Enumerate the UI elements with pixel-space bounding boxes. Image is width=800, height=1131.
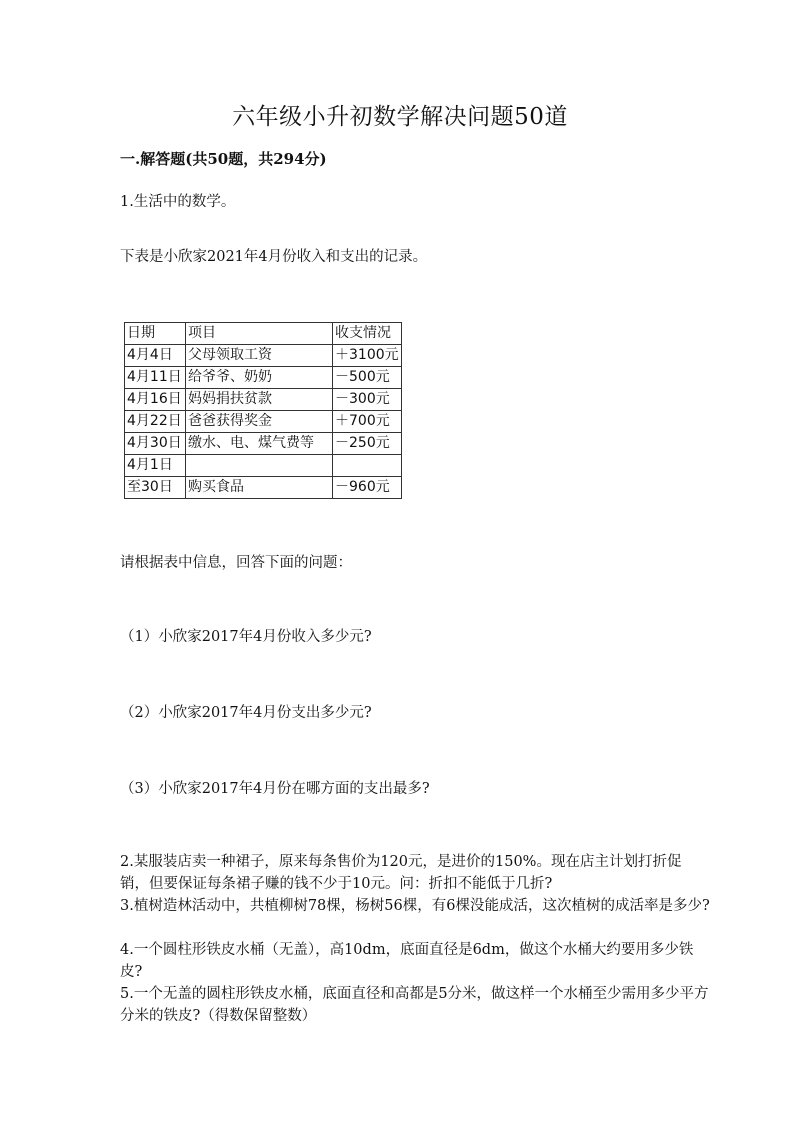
table-cell: －300元 — [333, 389, 402, 411]
table-cell: 给爷爷、奶奶 — [186, 367, 333, 389]
question-5: 5.一个无盖的圆柱形铁皮水桶，底面直径和高都是5分米，做这样一个水桶至少需用多少平方分米的铁皮?（得数保留整数） — [120, 986, 709, 1024]
table-row — [125, 389, 402, 411]
table-row — [125, 323, 402, 345]
question-1-prompt: 请根据表中信息，回答下面的问题： — [120, 555, 352, 571]
income-expense-table — [124, 322, 402, 499]
question-4: 4.一个圆柱形铁皮水桶（无盖），高10dm，底面直径是6dm，做这个水桶大约要用多少铁皮? — [120, 942, 694, 980]
table-cell: －500元 — [333, 367, 402, 389]
table-row — [125, 455, 402, 477]
table-cell — [333, 455, 402, 477]
sub-question-3: （3）小欣家2017年4月份在哪方面的支出最多? — [120, 781, 430, 797]
section-heading: 一.解答题(共50题，共294分) — [120, 150, 327, 168]
table-row — [125, 411, 402, 433]
question-1-heading: 1.生活中的数学。 — [120, 194, 236, 210]
table-cell: 4月22日 — [125, 411, 186, 433]
question-2: 2.某服装店卖一种裙子，原来每条售价为120元，是进价的150%。现在店主计划打折促销，但要保证每条裙子赚的钱不少于10元。问：折扣不能低于几折? — [120, 854, 682, 892]
table-cell: －250元 — [333, 433, 402, 455]
question-3: 3.植树造林活动中，共植柳树78棵，杨树56棵，有6棵没能成活，这次植树的成活率是多少? — [120, 898, 710, 914]
sub-question-1: （1）小欣家2017年4月份收入多少元? — [120, 629, 372, 645]
sub-question-2: （2）小欣家2017年4月份支出多少元? — [120, 705, 372, 721]
question-1-intro: 下表是小欣家2021年4月份收入和支出的记录。 — [120, 249, 428, 265]
table-cell: －960元 — [333, 477, 402, 499]
table-cell: ＋700元 — [333, 411, 402, 433]
table-row — [125, 345, 402, 367]
table-cell: 4月1日 — [125, 455, 186, 477]
table-cell — [186, 455, 333, 477]
table-row — [125, 477, 402, 499]
table-cell: 父母领取工资 — [186, 345, 333, 367]
table-cell: 4月16日 — [125, 389, 186, 411]
table-cell: 4月11日 — [125, 367, 186, 389]
table-cell: 日期 — [125, 323, 186, 345]
table-cell: 项目 — [186, 323, 333, 345]
table-cell: 4月4日 — [125, 345, 186, 367]
table-cell: 收支情况 — [333, 323, 402, 345]
page-title: 六年级小升初数学解决问题50道 — [232, 104, 568, 130]
table-cell: 妈妈捐扶贫款 — [186, 389, 333, 411]
table-cell: 至30日 — [125, 477, 186, 499]
table-cell: ＋3100元 — [333, 345, 402, 367]
table-row — [125, 367, 402, 389]
table-cell: 购买食品 — [186, 477, 333, 499]
table-row — [125, 433, 402, 455]
table-cell: 4月30日 — [125, 433, 186, 455]
table-cell: 缴水、电、煤气费等 — [186, 433, 333, 455]
table-cell: 爸爸获得奖金 — [186, 411, 333, 433]
